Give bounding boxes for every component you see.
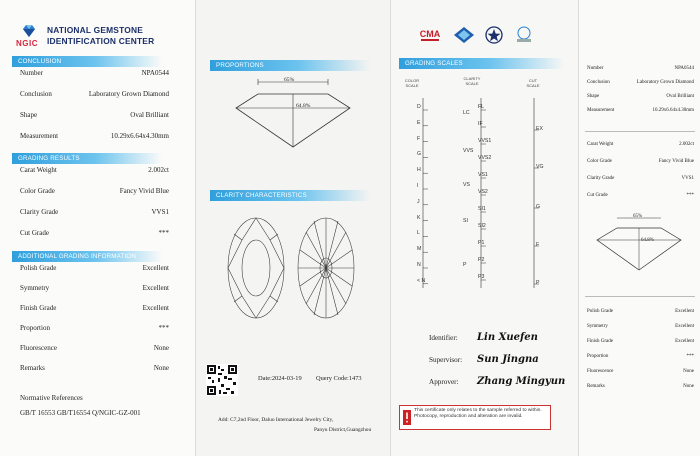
org-name-line1: NATIONAL GEMSTONE [47,25,143,35]
field-value: Excellent [142,304,169,312]
summary-table-percent: 65% [633,214,643,219]
cma-seal-icon [419,26,441,44]
summary-label: Shape [587,94,600,99]
signature-name: Zhang Mingyun [477,376,566,387]
field-label: Color Grade [20,187,55,195]
field-label: Conclusion [20,90,52,98]
field-value: Fancy Vivid Blue [119,187,169,195]
summary-value: VVS1 [681,176,694,181]
color-scale-title: COLOR SCALE [404,78,420,88]
field-value: 10.29x6.64x4.30mm [110,132,169,140]
clarity-scale-grade: SI1 [478,206,486,212]
cut-scale-grade: EX [536,126,543,132]
clarity-scale-grade: FL [478,104,485,110]
logo-text: NGIC [16,39,38,48]
scales-panel [390,0,578,456]
cut-scale-grade: G [536,204,541,210]
field-value: *** [158,229,169,237]
summary-label: Clarity Grade [587,176,615,181]
field-label: Shape [20,111,38,119]
field-value: *** [158,324,169,332]
summary-value: *** [686,193,694,198]
color-scale-grade: N [417,262,421,268]
summary-value: NPA0544 [674,66,694,71]
summary-value: Oval Brilliant [666,94,694,99]
svg-text:CMA: CMA [419,29,441,39]
qr-code-icon [206,364,238,396]
signature-role: Identifier: [429,334,458,342]
color-scale-grade: < N [417,277,426,284]
summary-divider-2 [585,296,695,297]
signature-role: Supervisor: [429,356,463,364]
color-scale-grade: F [417,135,421,142]
summary-value: 10.29x6.64x4.30mm [652,108,694,113]
summary-value: Laboratory Grown Diamond [636,80,694,85]
field-label: Symmetry [20,284,50,292]
summary-value: 2.002ct [679,142,694,147]
field-value: 2.002ct [148,166,169,174]
field-label: Clarity Grade [20,208,59,216]
field-label: Measurement [20,132,59,140]
field-label: Fluorescence [20,344,57,352]
field-value: Excellent [142,284,169,292]
clarity-scale-grade: P3 [478,274,485,280]
summary-label: Finish Grade [587,339,613,344]
testing-seal-icon [513,26,535,44]
summary-value: Excellent [675,324,694,329]
address-line1: Add: C7,2nd Floor, Daluo International Jewelry City, [218,417,334,423]
field-label: Polish Grade [20,264,57,272]
cut-scale-grade: P [536,280,540,286]
clarity-group-label: VVS [463,148,474,154]
warning-icon [403,410,411,425]
signature-name: Sun Jingna [477,354,539,365]
org-name-line2: IDENTIFICATION CENTER [47,36,155,46]
field-value: None [153,364,169,372]
clarity-scale-title: CLARITY SCALE [463,76,481,86]
clarity-scale-grade: VVS1 [478,138,492,144]
summary-label: Symmetry [587,324,608,329]
summary-label: Conclusion [587,80,610,85]
grading-scales-header: GRADING SCALES [399,58,564,69]
summary-divider-1 [585,131,695,132]
grading-results-header: GRADING RESULTS [12,153,162,164]
color-scale-grade: G [417,151,422,158]
color-scale-grade: L [417,230,420,237]
color-scale-grade: E [417,119,421,126]
color-scale-grade: H [417,167,421,174]
clarity-scale-grade: IF [478,121,483,127]
summary-label: Polish Grade [587,309,613,314]
accreditation-mark-icon [453,26,475,44]
normative-title: Normative References [20,394,83,402]
summary-depth-percent: 64.8% [641,238,654,243]
summary-label: Fluorescence [587,369,614,374]
address-line2: Panyu District,Guangzhou [314,427,372,433]
clarity-header: CLARITY CHARACTERISTICS [210,190,370,201]
field-label: Remarks [20,364,45,372]
field-label: Finish Grade [20,304,57,312]
normative-refs: GB/T 16553 GB/T16554 Q/NGIC-GZ-001 [20,409,141,417]
color-scale-grade: J [417,198,420,205]
summary-value: Excellent [675,339,694,344]
clarity-scale-grade: P2 [478,257,485,263]
field-value: None [153,344,169,352]
summary-value: *** [686,354,694,359]
summary-label: Cut Grade [587,193,608,198]
summary-value: None [683,384,694,389]
clarity-group-label: P [463,262,467,268]
field-label: Number [20,69,43,77]
summary-label: Measurement [587,108,615,113]
signature-role: Approver: [429,378,459,386]
summary-label: Proportion [587,354,609,359]
clarity-scale-grade: VVS2 [478,155,492,161]
summary-label: Remarks [587,384,605,389]
clarity-scale-grade: VS2 [478,189,488,195]
field-label: Cut Grade [20,229,49,237]
color-scale-grade: M [417,246,422,253]
certificate-main-panel [0,0,195,456]
issue-date: Date:2024-03-19 [258,375,302,382]
signature-name: Lin Xuefen [477,332,538,343]
field-label: Carat Weight [20,166,57,174]
color-scale-grade: D [417,104,421,110]
color-scale-grade: I [417,183,419,189]
query-code: Query Code:1473 [316,375,362,382]
field-value: NPA0544 [141,69,169,77]
diamond-logo-icon [22,25,36,37]
warning-text: This certificate only relates to the sample referred to within. Photocopy, reproduction and alteration are invalid. [414,408,542,419]
field-label: Proportion [20,324,50,332]
summary-panel [578,0,700,456]
summary-value: Excellent [675,309,694,314]
field-value: Excellent [142,264,169,272]
color-scale-grade: K [417,214,421,221]
summary-label: Color Grade [587,159,612,164]
field-value: Laboratory Grown Diamond [88,90,169,98]
clarity-scale-grade: VS1 [478,172,488,178]
field-value: VVS1 [151,208,169,216]
summary-label: Number [587,66,604,71]
summary-value: None [683,369,694,374]
table-percent: 65% [284,77,295,83]
depth-percent: 64.8% [296,103,311,109]
summary-label: Carat Weight [587,142,614,147]
clarity-scale-grade: SI2 [478,223,486,229]
cut-scale-grade: VG [536,164,544,170]
star-seal-icon [483,26,505,44]
org-logo [10,22,195,52]
cut-scale-title: CUT SCALE [526,78,540,88]
cut-scale-grade: F [536,242,540,248]
additional-info-header: ADDITIONAL GRADING INFORMATION [12,251,162,262]
diagram-panel [195,0,390,456]
field-value: Oval Brilliant [130,111,169,119]
clarity-scale-grade: P1 [478,240,485,246]
clarity-plot-diagram [226,212,366,324]
clarity-group-label: SI [463,218,468,224]
conclusion-header: CONCLUSION [12,56,162,67]
clarity-group-label: VS [463,182,470,188]
clarity-group-label: LC [463,110,470,116]
proportions-header: PROPORTIONS [210,60,370,71]
warning-box [399,405,551,430]
summary-value: Fancy Vivid Blue [658,159,694,164]
